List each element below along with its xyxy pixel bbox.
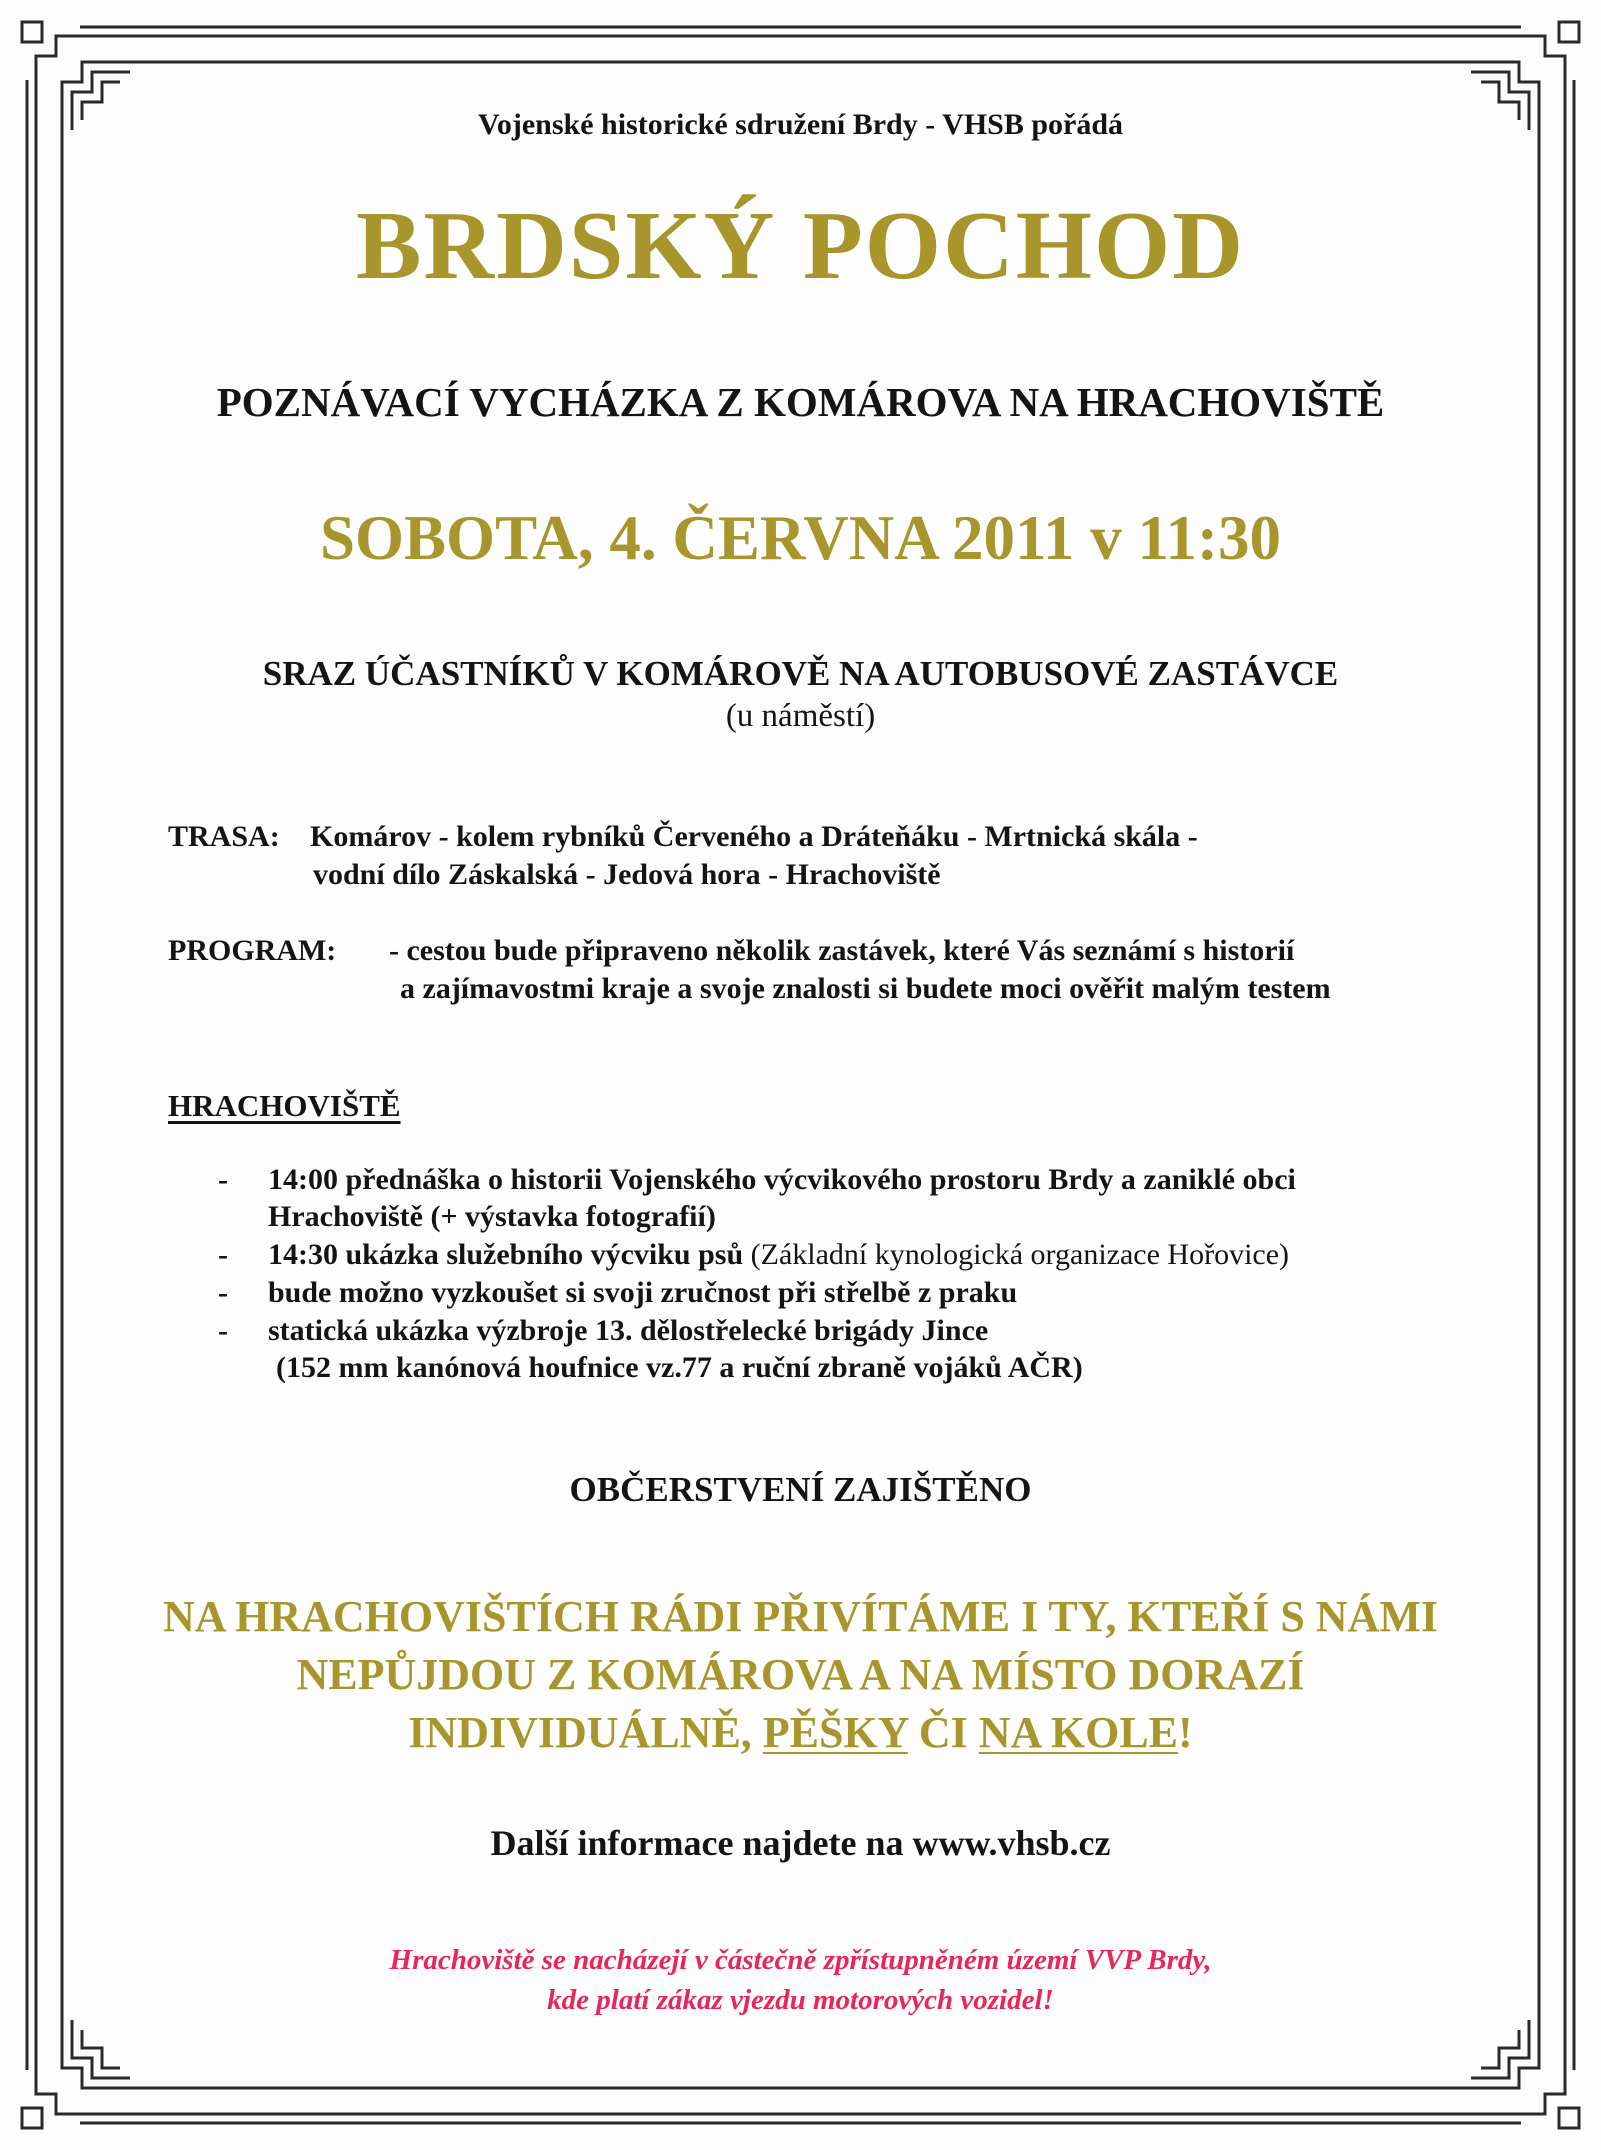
list-bullet: - [218,1163,228,1196]
event-2-organizer: (Základní kynologická organizace Hořovice) [750,1238,1290,1271]
program-label: PROGRAM: [168,934,337,967]
event-4-line-1: statická ukázka výzbroje 13. dělostřelecké brigády Jince [268,1314,989,1347]
list-bullet: - [218,1314,228,1347]
welcome-line-2: NEPŮJDOU Z KOMÁROVA A NA MÍSTO DORAZÍ [296,1650,1305,1699]
event-3: bude možno vyzkoušet si svoji zručnost při střelbě z praku [268,1276,1018,1309]
event-date: SOBOTA, 4. ČERVNA 2011 v 11:30 [320,503,1281,573]
list-bullet: - [218,1238,228,1271]
section-title-hrachoviste: HRACHOVIŠTĚ [168,1088,401,1123]
warning-line-2: kde platí zákaz vjezdu motorových vozidel! [547,1984,1054,2016]
route-line-2: vodní dílo Záskalská - Jedová hora - Hrachoviště [313,858,941,891]
meeting-point: SRAZ ÚČASTNÍKŮ V KOMÁROVĚ NA AUTOBUSOVÉ ZASTÁVCE [262,654,1339,693]
route-label: TRASA: [168,820,280,853]
welcome-walk: PĚŠKY [762,1708,908,1757]
welcome-line-3-start: INDIVIDUÁLNĚ, [408,1708,763,1757]
welcome-or: ČI [907,1708,979,1757]
welcome-bike: NA KOLE [978,1708,1179,1757]
welcome-line-1: NA HRACHOVIŠTÍCH RÁDI PŘIVÍTÁME I TY, KTEŘÍ S NÁMI [163,1592,1438,1641]
welcome-line-3 [0,1704,1601,1762]
list-bullet: - [218,1276,228,1309]
warning-line-1: Hrachoviště se nacházejí v částečně zpřístupněném území VVP Brdy, [389,1944,1212,1976]
warning-note [0,1940,1601,2020]
event-2-main: 14:30 ukázka služebního výcviku psů [268,1238,744,1271]
route-line-1: Komárov - kolem rybníků Červeného a Dráteňáku - Mrtnická skála - [310,820,1198,853]
meeting-point-note: (u náměstí) [725,698,876,734]
more-info: Další informace najdete na www.vhsb.cz [490,1823,1111,1863]
organizer-line: Vojenské historické sdružení Brdy - VHSB pořádá [477,108,1124,141]
event-4-line-2: (152 mm kanónová houfnice vz.77 a ruční zbraně vojáků AČR) [276,1351,1083,1384]
refreshments-notice: OBČERSTVENÍ ZAJIŠTĚNO [569,1470,1032,1509]
welcome-message [0,1588,1601,1762]
poster-subtitle: POZNÁVACÍ VYCHÁZKA Z KOMÁROVA NA HRACHOVIŠTĚ [216,379,1385,425]
poster-title: BRDSKÝ POCHOD [355,192,1245,300]
event-2 [268,1238,1289,1272]
welcome-end: ! [1178,1708,1193,1757]
program-line-1: - cestou bude připraveno několik zastávek, které Vás seznámí s historií [389,934,1295,967]
program-line-2: a zajímavostmi kraje a svoje znalosti si budete moci ověřit malým testem [400,972,1331,1005]
event-1-line-1: 14:00 přednáška o historii Vojenského výcvikového prostoru Brdy a zaniklé obci [268,1163,1296,1196]
event-1-line-2: Hrachoviště (+ výstavka fotografií) [268,1200,716,1233]
